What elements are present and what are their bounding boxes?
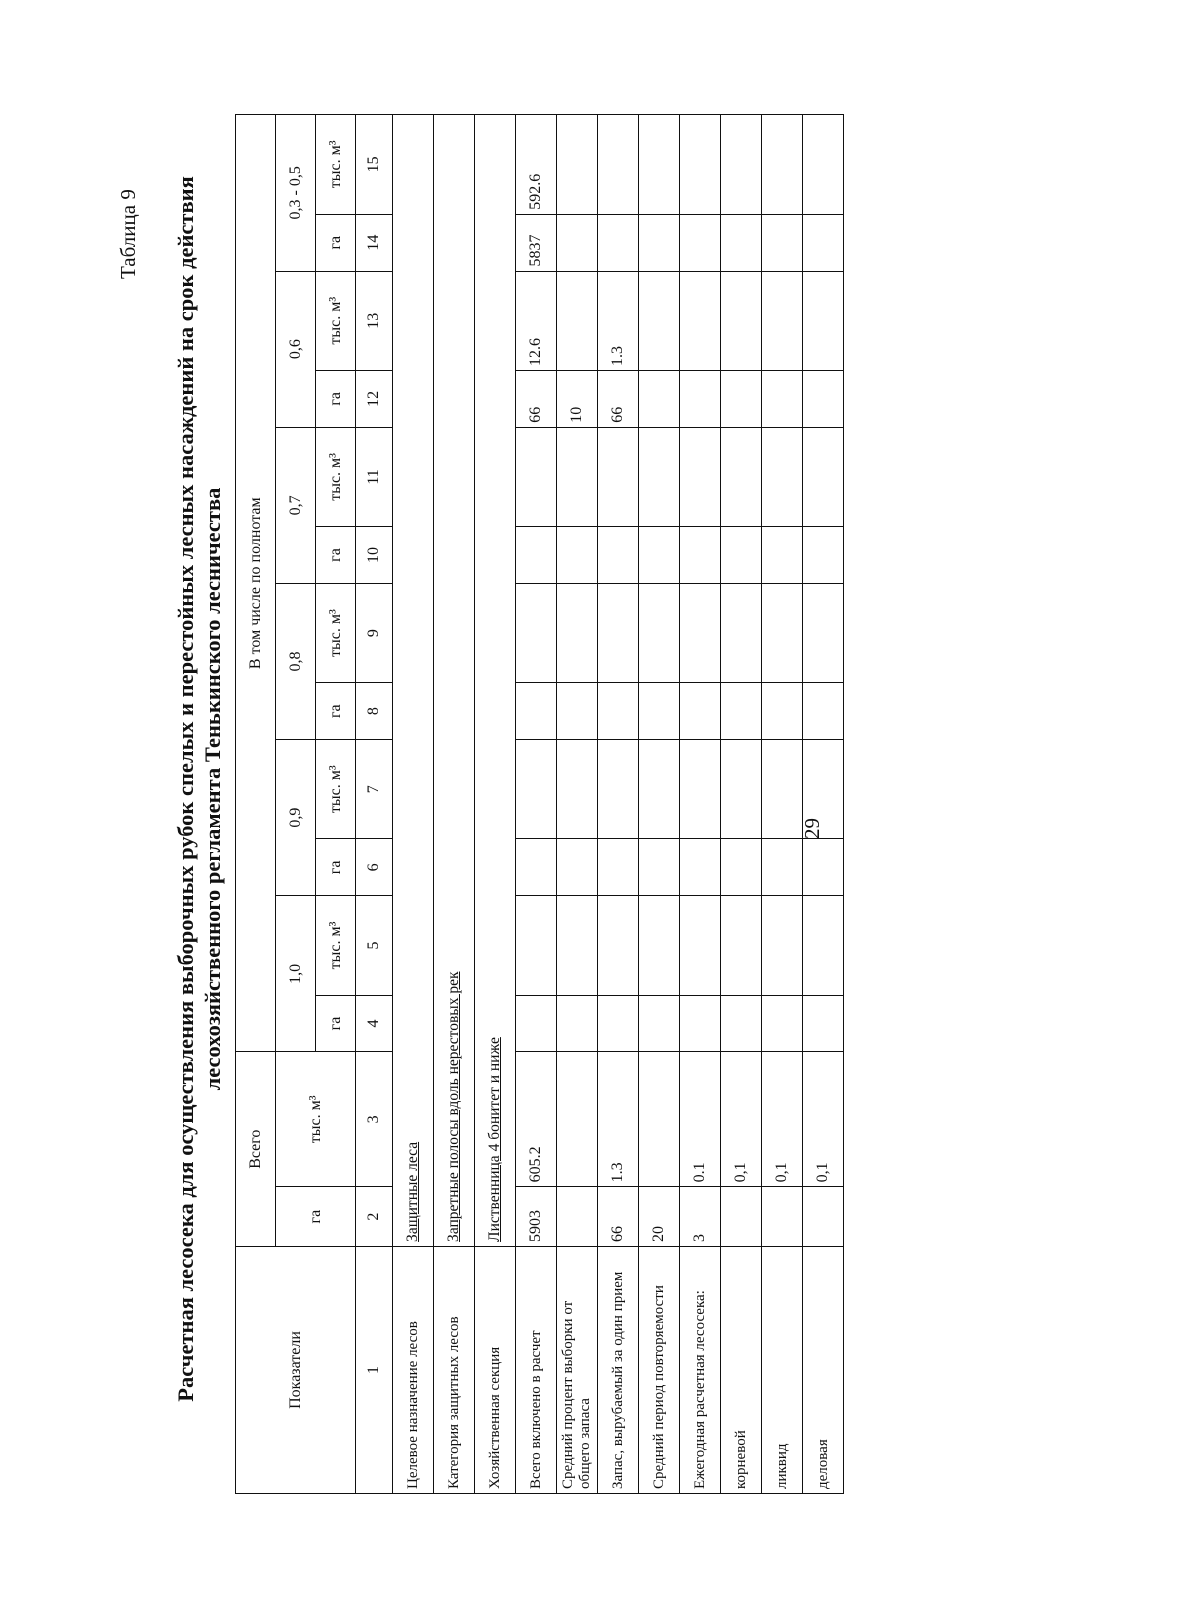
header-vol: тыс. м³: [316, 427, 356, 526]
table-cell: [639, 214, 680, 271]
header-ha: га: [316, 527, 356, 584]
row-label: Запас, вырубаемый за один прием: [598, 1246, 639, 1493]
table-cell: [762, 995, 803, 1052]
table-cell: [598, 427, 639, 526]
page-number: 29: [800, 818, 824, 839]
table-cell: [762, 214, 803, 271]
table-cell: [598, 683, 639, 740]
table-cell: [639, 527, 680, 584]
header-vol: тыс. м³: [316, 583, 356, 682]
table-cell: 66: [516, 370, 557, 427]
table-cell: [598, 583, 639, 682]
table-cell: [762, 527, 803, 584]
column-number: 4: [356, 995, 393, 1052]
table-row: [762, 115, 803, 1494]
table-cell: [762, 839, 803, 896]
table-cell: [762, 115, 803, 215]
header-ha: га: [316, 214, 356, 271]
table-cell: [721, 896, 762, 995]
table-cell: [803, 683, 844, 740]
table-cell: [721, 1187, 762, 1247]
column-number: 14: [356, 214, 393, 271]
section-value-cell: [393, 115, 434, 1247]
table-cell: [680, 839, 721, 896]
table-cell: 1.3: [598, 271, 639, 370]
table-cell: [680, 583, 721, 682]
table-row: [721, 115, 762, 1494]
row-label: Всего включено в расчет: [516, 1246, 557, 1493]
table-cell: [557, 271, 598, 370]
table-cell: [557, 115, 598, 215]
table-cell: [598, 115, 639, 215]
table-cell: [762, 583, 803, 682]
header-density: 0,3 - 0,5: [276, 115, 316, 272]
table-cell: [680, 427, 721, 526]
section-label: Хозяйственная секция: [475, 1246, 516, 1493]
column-number: 7: [356, 740, 393, 839]
table-cell: [721, 995, 762, 1052]
section-value: Лиственница 4 бонитет и ниже: [486, 1037, 503, 1242]
column-number: 12: [356, 370, 393, 427]
table-cell: [803, 427, 844, 526]
header-density: 0,7: [276, 427, 316, 583]
table-cell: [721, 839, 762, 896]
table-cell: [803, 583, 844, 682]
header-by-density: В том числе по полнотам: [236, 115, 276, 1052]
column-number: 8: [356, 683, 393, 740]
table-cell: [639, 683, 680, 740]
column-number: 2: [356, 1187, 393, 1247]
table-cell: [639, 115, 680, 215]
table-cell: [598, 527, 639, 584]
row-label: деловая: [803, 1246, 844, 1493]
row-label: Средний период повторяемости: [639, 1246, 680, 1493]
row-label: корневой: [721, 1246, 762, 1493]
section-row: [393, 115, 434, 1494]
table-cell: [639, 1052, 680, 1187]
header-total-vol: тыс. м³: [276, 1052, 356, 1187]
section-row: [475, 115, 516, 1494]
column-number: 3: [356, 1052, 393, 1187]
header-vol: тыс. м³: [316, 271, 356, 370]
table-cell: 10: [557, 370, 598, 427]
section-value: Защитные леса: [404, 1141, 421, 1242]
table-cell: 5837: [516, 214, 557, 271]
header-vol: тыс. м³: [316, 115, 356, 215]
table-cell: [516, 427, 557, 526]
section-label: Категория защитных лесов: [434, 1246, 475, 1493]
table-cell: [680, 527, 721, 584]
table-cell: 66: [598, 370, 639, 427]
table-cell: [598, 740, 639, 839]
table-cell: [639, 370, 680, 427]
table-cell: [680, 214, 721, 271]
column-number: 10: [356, 527, 393, 584]
header-ha: га: [316, 995, 356, 1052]
column-number: 6: [356, 839, 393, 896]
table-cell: [516, 583, 557, 682]
table-cell: [557, 427, 598, 526]
table-cell: [639, 995, 680, 1052]
table-cell: [803, 527, 844, 584]
table-cell: [639, 740, 680, 839]
table-cell: 5903: [516, 1187, 557, 1247]
table-cell: 605.2: [516, 1052, 557, 1187]
table-row: [803, 115, 844, 1494]
table-number: Таблица 9: [116, 189, 140, 279]
table-cell: 20: [639, 1187, 680, 1247]
table-cell: [557, 740, 598, 839]
table-cell: [721, 527, 762, 584]
table-cell: [762, 1187, 803, 1247]
table-row: [598, 115, 639, 1494]
table-cell: [803, 271, 844, 370]
table-cell: [516, 995, 557, 1052]
table-cell: [598, 896, 639, 995]
title-line-2: лесохозяйственного регламента Тенькинского лесничества: [200, 487, 225, 1091]
table-cell: [803, 995, 844, 1052]
table-cell: [721, 583, 762, 682]
table-cell: [557, 583, 598, 682]
table-row: [557, 115, 598, 1494]
table-cell: [516, 527, 557, 584]
header-total: Всего: [236, 1052, 276, 1247]
table-cell: [680, 740, 721, 839]
table-cell: [516, 740, 557, 839]
header-density: 0,9: [276, 740, 316, 896]
table-cell: [557, 214, 598, 271]
table-cell: 3: [680, 1187, 721, 1247]
section-value-cell: [475, 115, 516, 1247]
table-cell: [598, 839, 639, 896]
table-cell: [557, 1187, 598, 1247]
table-cell: [721, 214, 762, 271]
header-ha: га: [316, 839, 356, 896]
table-cell: [762, 683, 803, 740]
table-cell: [557, 896, 598, 995]
header-indicators: Показатели: [236, 1246, 356, 1493]
table-cell: [598, 995, 639, 1052]
table-row: [516, 115, 557, 1494]
title-line-1: Расчетная лесосека для осуществления выборочных рубок спелых и перестойных лесных насаждений на срок действия: [173, 176, 198, 1402]
document-page: [0, 9, 1180, 1609]
table-cell: [803, 1187, 844, 1247]
column-number: 5: [356, 896, 393, 995]
table-cell: [516, 839, 557, 896]
column-number: 11: [356, 427, 393, 526]
row-label: ликвид: [762, 1246, 803, 1493]
table-cell: 0,1: [762, 1052, 803, 1187]
table-cell: [680, 271, 721, 370]
table-cell: [762, 370, 803, 427]
table-cell: [680, 683, 721, 740]
table-cell: [557, 839, 598, 896]
table-cell: [516, 683, 557, 740]
table-cell: [680, 995, 721, 1052]
table-cell: 0,1: [803, 1052, 844, 1187]
table-cell: [721, 683, 762, 740]
table-cell: [557, 683, 598, 740]
document-title: [172, 139, 226, 1439]
table-cell: [680, 370, 721, 427]
table-cell: 0.1: [680, 1052, 721, 1187]
section-label: Целевое назначение лесов: [393, 1246, 434, 1493]
table-cell: [721, 740, 762, 839]
table-cell: [721, 271, 762, 370]
table-cell: [639, 896, 680, 995]
header-density: 1,0: [276, 896, 316, 1052]
header-ha: га: [316, 370, 356, 427]
table-cell: [680, 896, 721, 995]
row-label: Средний процент выборки от общего запаса: [557, 1246, 598, 1493]
header-vol: тыс. м³: [316, 896, 356, 995]
section-row: [434, 115, 475, 1494]
table-cell: [721, 115, 762, 215]
table-cell: [762, 896, 803, 995]
table-cell: 1.3: [598, 1052, 639, 1187]
column-number: 1: [356, 1246, 393, 1493]
table-cell: [598, 214, 639, 271]
cutting-area-table: [235, 114, 844, 1494]
column-number: 15: [356, 115, 393, 215]
section-value: Запретные полосы вдоль нерестовых рек: [445, 971, 462, 1242]
table-cell: [639, 583, 680, 682]
table-cell: 12.6: [516, 271, 557, 370]
table-cell: [721, 427, 762, 526]
table-cell: [762, 271, 803, 370]
table-cell: [639, 839, 680, 896]
table-cell: [557, 1052, 598, 1187]
table-cell: [639, 427, 680, 526]
table-cell: [803, 214, 844, 271]
table-cell: [680, 115, 721, 215]
table-cell: [803, 370, 844, 427]
column-number: 13: [356, 271, 393, 370]
table-cell: [557, 995, 598, 1052]
column-number: 9: [356, 583, 393, 682]
header-total-ha: га: [276, 1187, 356, 1247]
table-cell: [762, 427, 803, 526]
header-vol: тыс. м³: [316, 740, 356, 839]
table-cell: [803, 896, 844, 995]
table-row: [680, 115, 721, 1494]
table-cell: [557, 527, 598, 584]
header-density: 0,8: [276, 583, 316, 739]
header-ha: га: [316, 683, 356, 740]
section-value-cell: [434, 115, 475, 1247]
table-cell: [639, 271, 680, 370]
table-cell: 592.6: [516, 115, 557, 215]
header-density: 0,6: [276, 271, 316, 427]
table-cell: [803, 839, 844, 896]
table-cell: [803, 115, 844, 215]
table-cell: [516, 896, 557, 995]
table-cell: [762, 740, 803, 839]
table-cell: 0,1: [721, 1052, 762, 1187]
column-numbers-row: [356, 115, 393, 1494]
table-cell: 66: [598, 1187, 639, 1247]
table-cell: [721, 370, 762, 427]
table-row: [639, 115, 680, 1494]
row-label: Ежегодная расчетная лесосека:: [680, 1246, 721, 1493]
